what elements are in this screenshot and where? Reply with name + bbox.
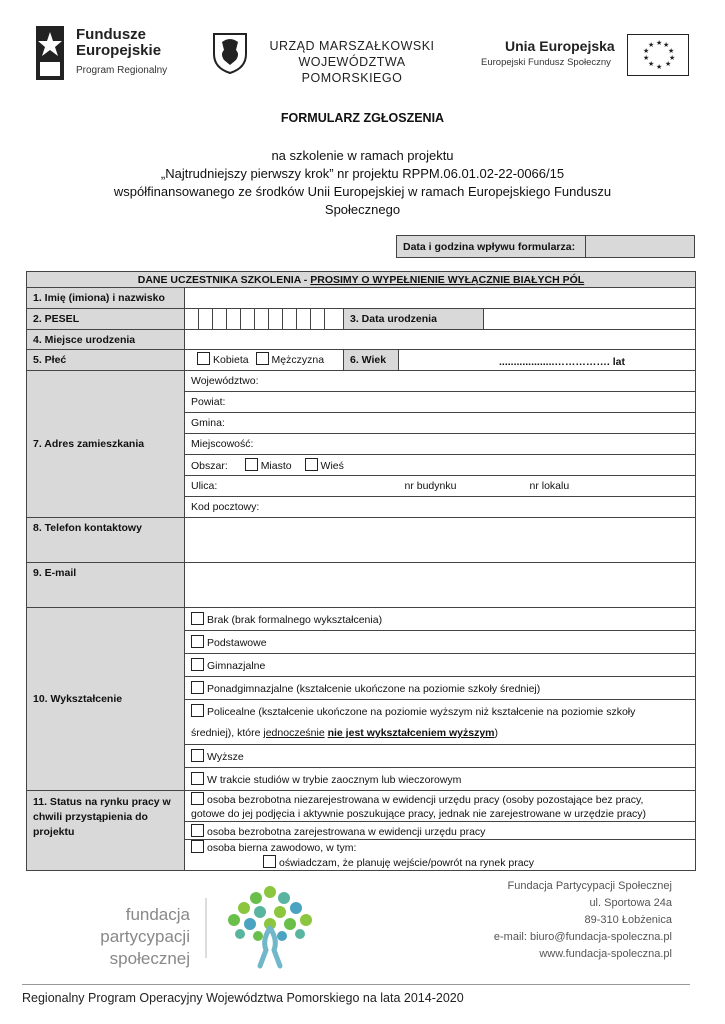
email-field[interactable] — [185, 563, 696, 608]
svg-text:★: ★ — [669, 54, 676, 62]
pesel-label: 2. PESEL — [27, 309, 185, 330]
edu-lower-secondary-label: Gimnazjalne — [207, 660, 266, 672]
status-unregistered-checkbox[interactable] — [191, 792, 204, 805]
pesel-digit[interactable] — [241, 309, 255, 329]
phone-field[interactable] — [185, 518, 696, 563]
area-village-checkbox[interactable] — [305, 458, 318, 471]
edu-higher-checkbox[interactable] — [191, 749, 204, 762]
address-area-label: Obszar: — [191, 460, 228, 472]
pomorskie-crest-icon — [212, 32, 248, 74]
email-label: 9. E-mail — [27, 563, 185, 608]
foundation-email: e-mail: biuro@fundacja-spoleczna.pl — [493, 931, 672, 943]
address-label: 7. Adres zamieszkania — [27, 371, 185, 518]
edu-option — [185, 677, 696, 700]
edu-option — [185, 631, 696, 654]
sex-female-label: Kobieta — [213, 354, 249, 366]
date-received-field — [586, 236, 695, 258]
fe-star-icon — [36, 26, 64, 80]
edu-higher-label: Wyższe — [207, 751, 244, 763]
pesel-digit[interactable] — [255, 309, 269, 329]
name-field[interactable] — [185, 288, 696, 309]
svg-text:★: ★ — [648, 60, 655, 68]
intro-text: na szkolenie w ramach projektu „Najtrudniejszy pierwszy krok” nr projektu RPPM.06.01.02-22-0066/15 współfinansowanego ze środków Unii Europejskiej w ramach Europejskiego Funduszu Społecznego — [113, 148, 612, 217]
pesel-digit[interactable] — [325, 309, 339, 329]
edu-none-label: Brak (brak formalnego wykształcenia) — [207, 614, 383, 626]
pesel-digit[interactable] — [311, 309, 325, 329]
fe-logo-text: Fundusze Europejskie — [76, 26, 162, 59]
edu-option — [185, 745, 696, 768]
area-city-label: Miasto — [260, 460, 292, 472]
address-commune-field[interactable]: Gmina: — [185, 413, 696, 434]
edu-post-secondary-label: Policealne (kształcenie ukończone na poziomie wyższym niż kształcenie na poziomie szkoły — [207, 706, 636, 719]
fe-logo-sub: Program Regionalny — [76, 65, 168, 76]
sex-label: 5. Płeć — [27, 350, 185, 371]
apartment-number-label: nr lokalu — [529, 480, 570, 492]
address-postcode-field[interactable]: Kod pocztowy: — [185, 497, 696, 518]
status-registered-label: osoba bezrobotna zarejestrowana w ewidencji urzędu pracy — [207, 825, 486, 838]
area-village-label: Wieś — [320, 460, 344, 472]
program-footer-text: Regionalny Program Operacyjny Województwa Pomorskiego na lata 2014-2020 — [22, 991, 464, 1005]
svg-text:★: ★ — [668, 47, 675, 55]
sex-female-checkbox[interactable] — [197, 352, 210, 365]
svg-text:★: ★ — [643, 47, 650, 55]
ue-logo-title: Unia Europejska — [505, 38, 615, 54]
edu-option — [185, 700, 696, 723]
form-title: FORMULARZ ZGŁOSZENIA — [280, 111, 445, 125]
date-received-table — [396, 235, 695, 258]
address-street-row[interactable] — [185, 476, 696, 497]
edu-primary-label: Podstawowe — [207, 637, 267, 649]
participant-form — [26, 271, 696, 871]
birthdate-field[interactable] — [484, 309, 695, 329]
status-option — [185, 840, 696, 871]
edu-primary-checkbox[interactable] — [191, 635, 204, 648]
edu-upper-secondary-checkbox[interactable] — [191, 681, 204, 694]
status-unregistered-note: gotowe do jej podjęcia i aktywnie poszukujące pracy, jednak nie zarejestrowane w urzędzie pracy) — [191, 807, 647, 820]
area-city-checkbox[interactable] — [245, 458, 258, 471]
status-registered-checkbox[interactable] — [191, 824, 204, 837]
building-number-label: nr budynku — [404, 480, 457, 492]
status-return-label: oświadczam, że planuję wejście/powrót na rynek pracy — [279, 857, 535, 869]
address-town-field[interactable]: Miejscowość: — [185, 434, 696, 455]
address-county-field[interactable]: Powiat: — [185, 392, 696, 413]
pesel-digit[interactable] — [227, 309, 241, 329]
edu-none-checkbox[interactable] — [191, 612, 204, 625]
edu-studying-checkbox[interactable] — [191, 772, 204, 785]
edu-studying-label: W trakcie studiów w trybie zaocznym lub wieczorowym — [207, 774, 462, 786]
status-unregistered-label: osoba bezrobotna niezarejestrowana w ewidencji urzędu pracy (osoby pozostające bez pracy, — [207, 793, 644, 806]
birthplace-label: 4. Miejsce urodzenia — [27, 330, 185, 350]
pesel-digit[interactable] — [199, 309, 213, 329]
status-option — [185, 791, 696, 822]
address-area-row — [185, 455, 696, 476]
pesel-digit[interactable] — [297, 309, 311, 329]
birthplace-field[interactable] — [185, 330, 696, 350]
education-label: 10. Wykształcenie — [27, 608, 185, 791]
ue-logo-sub: Europejski Fundusz Społeczny — [481, 57, 611, 68]
umwp-logo-text: URZĄD MARSZAŁKOWSKI WOJEWÓDZTWA POMORSKIEGO — [269, 39, 435, 85]
pesel-digit[interactable] — [185, 309, 199, 329]
fundacja-logo-text: fundacja partycypacji społecznej — [100, 905, 190, 968]
status-option — [185, 822, 696, 840]
age-label: 6. Wiek — [344, 350, 399, 370]
foundation-website: www.fundacja-spoleczna.pl — [539, 948, 672, 960]
edu-lower-secondary-checkbox[interactable] — [191, 658, 204, 671]
sex-male-label: Mężczyzna — [271, 354, 325, 366]
pesel-digit[interactable] — [269, 309, 283, 329]
footer-divider — [22, 984, 690, 985]
sex-male-checkbox[interactable] — [256, 352, 269, 365]
pesel-digit[interactable] — [213, 309, 227, 329]
date-received-label: Data i godzina wpływu formularza: — [397, 236, 586, 258]
address-voivodeship-field[interactable]: Województwo: — [185, 371, 696, 392]
status-return-checkbox[interactable] — [263, 855, 276, 868]
svg-text:★: ★ — [643, 54, 650, 62]
age-field[interactable]: ...................……………. lat — [498, 356, 625, 368]
fe-logo — [36, 26, 64, 80]
svg-text:★: ★ — [656, 39, 663, 47]
birthdate-label: 3. Data urodzenia — [344, 309, 484, 329]
edu-option — [185, 654, 696, 677]
pesel-field[interactable] — [185, 309, 344, 329]
name-label: 1. Imię (imiona) i nazwisko — [27, 288, 185, 309]
edu-option — [185, 768, 696, 791]
svg-text:★: ★ — [648, 41, 655, 49]
edu-post-secondary-note: średniej), które jednocześnie nie jest wykształceniem wyższym) — [185, 723, 696, 745]
fundacja-tree-icon — [200, 878, 340, 970]
edu-option — [185, 608, 696, 631]
status-inactive-label: osoba bierna zawodowo, w tym: — [207, 842, 357, 854]
edu-upper-secondary-label: Ponadgimnazjalne (kształcenie ukończone na poziomie szkoły średniej) — [207, 683, 541, 695]
svg-text:★: ★ — [656, 63, 663, 71]
labour-status-label: 11. Status na rynku pracy w chwili przystąpienia do projektu — [27, 791, 185, 871]
edu-post-secondary-checkbox[interactable] — [191, 704, 204, 717]
eu-flag-icon — [627, 34, 689, 76]
form-header: DANE UCZESTNIKA SZKOLENIA - PROSIMY O WYPEŁNIENIE WYŁĄCZNIE BIAŁYCH PÓL — [27, 272, 696, 288]
svg-text:★: ★ — [663, 41, 670, 49]
pesel-digit[interactable] — [283, 309, 297, 329]
street-label: Ulica: — [191, 480, 218, 492]
foundation-address: Fundacja Partycypacji Społecznej ul. Sportowa 24a 89-310 Łobżenica e-mail: biuro@fundacja-spoleczna.pl www.fundacja-spoleczna.pl — [478, 878, 672, 963]
status-inactive-checkbox[interactable] — [191, 840, 204, 853]
phone-label: 8. Telefon kontaktowy — [27, 518, 185, 563]
svg-text:★: ★ — [665, 60, 672, 68]
